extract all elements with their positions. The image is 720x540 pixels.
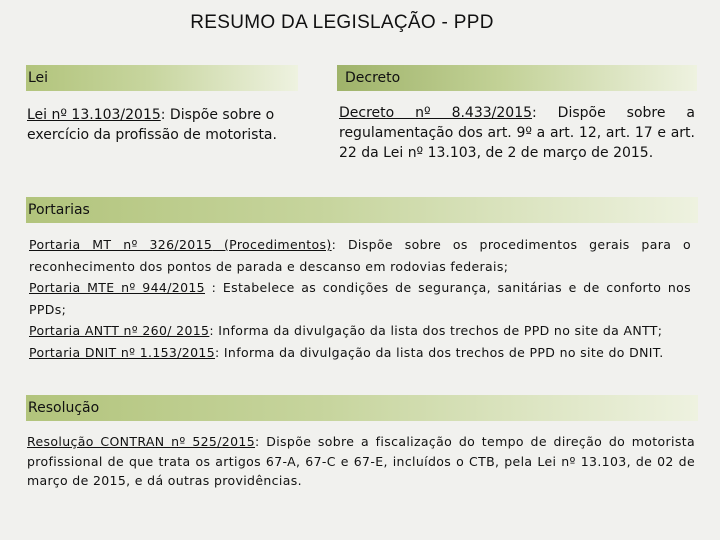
decreto-description: : Dispõe sobre a regulamentação dos art. 9º a art. 12, art. 17 e art. 22 da Lei nº 13.103, de 2 de março de 2015.	[339, 105, 695, 161]
decreto-header	[337, 65, 697, 91]
resolucao-reference: Resolução CONTRAN nº 525/2015	[27, 434, 256, 449]
portaria-mte-description: : Estabelece as condições de segurança, sanitárias e de conforto nos PPDs;	[29, 280, 692, 317]
portaria-dnit-description: : Informa da divulgação da lista dos trechos de PPD no site do DNIT.	[215, 344, 664, 360]
lei-header	[26, 65, 298, 91]
lei-header-label: Lei	[28, 70, 49, 86]
portaria-antt-reference: Portaria ANTT nº 260/ 2015	[29, 323, 210, 338]
decreto-header-label: Decreto	[345, 70, 401, 86]
portaria-mt-extra: (Procedimentos)	[212, 237, 332, 252]
resolucao-header-label: Resolução	[28, 400, 100, 416]
portaria-item	[29, 342, 691, 364]
decreto-section	[339, 103, 695, 163]
portaria-item	[29, 277, 691, 320]
lei-reference: Lei nº 13.103/2015	[27, 107, 161, 123]
portarias-header	[26, 197, 698, 223]
portarias-header-label: Portarias	[28, 202, 90, 218]
portaria-item	[29, 234, 691, 277]
lei-description: : Dispõe sobre o exercício da profissão de motorista.	[27, 107, 277, 143]
resolucao-header	[26, 395, 698, 421]
decreto-reference: Decreto nº 8.433/2015	[339, 105, 533, 121]
portarias-section	[29, 234, 691, 363]
resolucao-description: : Dispõe sobre a fiscalização do tempo de direção do motorista profissional de que trata os artigos 67-A, 67-C e 67-E, incluídos o CTB, pela Lei nº 13.103, de 02 de março de 2015, e dá outras providências.	[27, 434, 695, 488]
page-title: RESUMO DA LEGISLAÇÃO - PPD	[190, 12, 494, 33]
lei-section	[27, 105, 297, 145]
portaria-item	[29, 320, 691, 342]
portaria-mte-reference: Portaria MTE nº 944/2015	[29, 280, 205, 295]
resolucao-section	[27, 432, 695, 491]
portaria-dnit-reference: Portaria DNIT nº 1.153/2015	[29, 344, 216, 360]
portaria-antt-description: : Informa da divulgação da lista dos trechos de PPD no site da ANTT;	[209, 323, 663, 338]
portaria-mt-reference: Portaria MT nº 326/2015	[29, 237, 213, 252]
portaria-mt-description: : Dispõe sobre os procedimentos gerais para o reconhecimento dos pontos de parada e descanso em rodovias federais;	[29, 237, 691, 274]
